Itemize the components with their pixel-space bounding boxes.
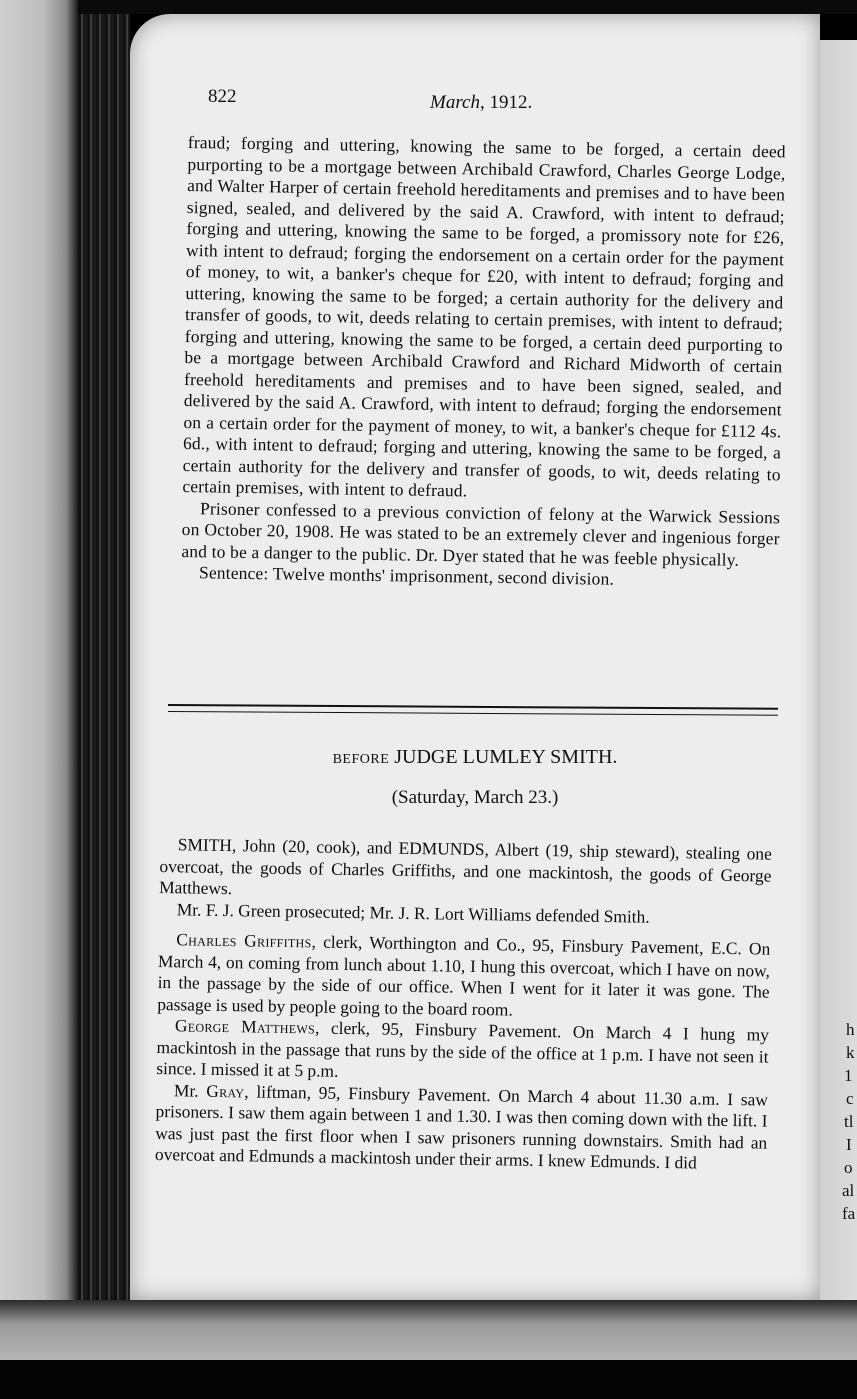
new-case-text [155, 834, 772, 1175]
section-heading [130, 746, 820, 769]
case-text-continued [181, 132, 786, 593]
section-divider-thin [168, 711, 778, 716]
continued-paragraph: fraud; forging and uttering, knowing the same to be forged, a certain deed purporting to be a mortgage between Archibald Crawford, Charles George Lodge, and Walter Harper of certain freehold hereditaments and premises and to have been signed, sealed, and delivered by the said A. Crawford, with intent to defraud; forging and uttering, knowing the same to be forged, a promissory note for £26, with intent to defraud; forging the endorsement on a certain order for the payment of money, to wit, a banker's cheque for £20, with intent to defraud; forging and uttering, knowing the same to be forged; a certain authority for the delivery and transfer of goods, to wit, deeds relating to certain premises, with intent to defraud; forging and uttering, knowing the same to be forged, a certain deed purporting to be a mortgage between Archibald Crawford and Richard Midworth of certain freehold hereditaments and premises and to have been signed, sealed, and delivered by the said A. Crawford, with intent to defraud; forging the endorsement on a certain order for the payment of money, to wit, a banker's cheque for £112 4s. 6d., with intent to defraud; forging and uttering, knowing the same to be forged, a certain authority for the delivery and transfer of goods, to wit, deeds relating to certain premises, with intent to defraud. [182, 132, 786, 501]
witness-griffiths [157, 929, 770, 1025]
witness-matthews [156, 1015, 769, 1089]
adjacent-fragment: I [846, 1135, 852, 1154]
adjacent-fragment: tl [844, 1112, 854, 1131]
running-head [430, 92, 532, 114]
scanner-margin-bottom [0, 1300, 857, 1360]
adjacent-fragment: fa [842, 1204, 856, 1223]
bottom-shadow [0, 1360, 857, 1399]
section-divider-thick [168, 704, 778, 710]
page-number: 822 [208, 86, 237, 107]
adjacent-fragment: o [844, 1158, 853, 1177]
running-head-year: , 1912. [479, 92, 533, 113]
witness-name: Charles Griffiths [176, 929, 312, 952]
adjacent-fragment: al [842, 1181, 855, 1200]
hearing-date: (Saturday, March 23.) [391, 787, 559, 808]
witness-name: George Matthews [174, 1015, 316, 1038]
witness-testimony: , clerk, Worthington and Co., 95, Finsbury Pavement, E.C. On March 4, on coming from lunch about 1.10, I hung this overcoat, which I have on now, in the passage by the side of our office. When I went for it later it was gone. The passage is used by people going to the board room. [157, 931, 771, 1020]
adjacent-fragment: k [846, 1043, 855, 1062]
heading-prefix: BEFORE [332, 752, 390, 767]
adjacent-fragment: 1 [844, 1066, 853, 1085]
witness-gray [155, 1079, 768, 1175]
prisoner-paragraph: Prisoner confessed to a previous conviction of felony at the Warwick Sessions on October 20, 1908. He was stated to be an extremely clever and ingenious forger and to be a danger to the public. Dr. Dyer stated that he was feeble physically. [181, 497, 781, 570]
witness-name: Gray [206, 1080, 245, 1101]
heading-main: JUDGE LUMLEY SMITH. [394, 746, 618, 768]
case-intro: SMITH, John (20, cook), and EDMUNDS, Albert (19, ship steward), stealing one overcoat, the goods of Charles Griffiths, and one mackintosh, the goods of George Matthews. [159, 834, 772, 899]
top-shadow [78, 0, 857, 14]
witness-testimony: , clerk, 95, Finsbury Pavement. On March 4 I hung my mackintosh in the passage that runs by the side of the office at 1 p.m. I have not seen it since. I missed it at 5 p.m. [156, 1017, 770, 1081]
witness-testimony: , liftman, 95, Finsbury Pavement. On March 4 about 11.30 a.m. I saw prisoners. I saw them again between 1 and 1.30. I was then coming down with the lift. I was just past the first floor when I saw prisoners running downstairs. Smith had an overcoat and Edmunds a mackintosh under their arms. I knew Edmunds. I did [154, 1080, 769, 1173]
book-spine [78, 0, 130, 1305]
witness-title: Mr. [173, 1079, 207, 1101]
adjacent-fragment: c [846, 1089, 854, 1108]
counsel-line: Mr. F. J. Green prosecuted; Mr. J. R. Lort Williams defended Smith. [176, 898, 650, 927]
running-head-month: March [430, 92, 480, 113]
scanner-margin-left [0, 0, 78, 1399]
adjacent-fragment: h [846, 1020, 855, 1039]
book-page [130, 14, 820, 1300]
sentence-line: Sentence: Twelve months' imprisonment, second division. [198, 562, 615, 589]
